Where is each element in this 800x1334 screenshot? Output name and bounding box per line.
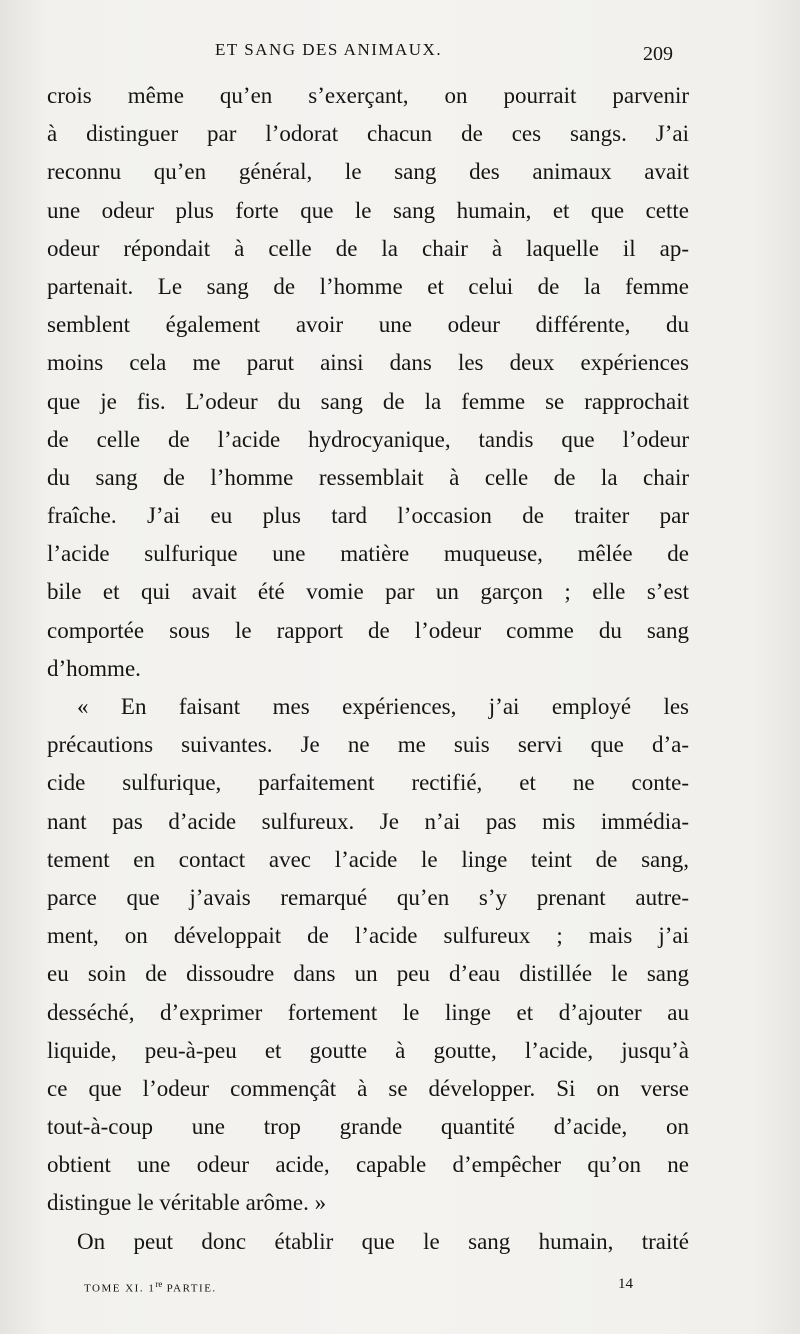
- volume-part: PARTIE.: [162, 1282, 217, 1295]
- text-line: eu soin de dissoudre dans un peu d’eau distillée le sang: [47, 961, 689, 987]
- text-line: de celle de l’acide hydrocyanique, tandis que l’odeur: [47, 426, 689, 452]
- text-line: reconnu qu’en général, le sang des animaux avait: [47, 159, 689, 185]
- text-line: du sang de l’homme ressemblait à celle de la chair: [47, 464, 689, 490]
- text-line: bile et qui avait été vomie par un garçon ; elle s’est: [47, 579, 689, 605]
- text-line: tout-à-coup une trop grande quantité d’acide, on: [47, 1114, 689, 1140]
- text-line: que je fis. L’odeur du sang de la femme se rapprochait: [47, 388, 689, 414]
- text-line: odeur répondait à celle de la chair à laquelle il ap-: [47, 235, 689, 261]
- volume-signature: [84, 1279, 217, 1295]
- text-line: ment, on développait de l’acide sulfureux ; mais j’ai: [47, 923, 689, 949]
- text-line: cide sulfurique, parfaitement rectifié, et ne conte-: [47, 770, 689, 796]
- text-line: moins cela me parut ainsi dans les deux expériences: [47, 350, 689, 376]
- text-line-paragraph-start: « En faisant mes expériences, j’ai employé les: [77, 694, 689, 719]
- text-line: fraîche. J’ai eu plus tard l’occasion de traiter par: [47, 503, 689, 529]
- signature-mark: 14: [618, 1276, 633, 1292]
- text-line: ce que l’odeur commençât à se développer. Si on verse: [47, 1075, 689, 1101]
- volume-label: TOME XI. 1: [84, 1282, 156, 1295]
- volume-superscript: re: [155, 1279, 163, 1289]
- page-number: 209: [643, 43, 673, 65]
- text-line: parce que j’avais remarqué qu’en s’y prenant autre-: [47, 884, 689, 910]
- text-line: obtient une odeur acide, capable d’empêcher qu’on ne: [47, 1152, 689, 1178]
- text-line: tement en contact avec l’acide le linge teint de sang,: [47, 846, 689, 872]
- text-line-paragraph-end: d’homme.: [47, 655, 141, 681]
- text-line: comportée sous le rapport de l’odeur comme du sang: [47, 617, 689, 643]
- text-line: liquide, peu-à-peu et goutte à goutte, l’acide, jusqu’à: [47, 1037, 689, 1063]
- body-text: [47, 77, 689, 1261]
- text-line: l’acide sulfurique une matière muqueuse, mêlée de: [47, 541, 689, 567]
- text-line: partenait. Le sang de l’homme et celui de la femme: [47, 273, 689, 299]
- text-line: crois même qu’en s’exerçant, on pourrait parvenir: [47, 83, 689, 108]
- text-line: nant pas d’acide sulfureux. Je n’ai pas mis immédia-: [47, 808, 689, 834]
- running-header: ET SANG DES ANIMAUX.: [215, 40, 443, 59]
- text-line: précautions suivantes. Je ne me suis servi que d’a-: [47, 732, 689, 758]
- text-line: une odeur plus forte que le sang humain, et que cette: [47, 197, 689, 223]
- text-line-paragraph-start: On peut donc établir que le sang humain, traité: [77, 1228, 689, 1254]
- text-line: à distinguer par l’odorat chacun de ces sangs. J’ai: [47, 121, 689, 147]
- text-line: desséché, d’exprimer fortement le linge et d’ajouter au: [47, 999, 689, 1025]
- text-line: semblent également avoir une odeur différente, du: [47, 312, 689, 338]
- text-line-paragraph-end: distingue le véritable arôme. »: [47, 1190, 327, 1216]
